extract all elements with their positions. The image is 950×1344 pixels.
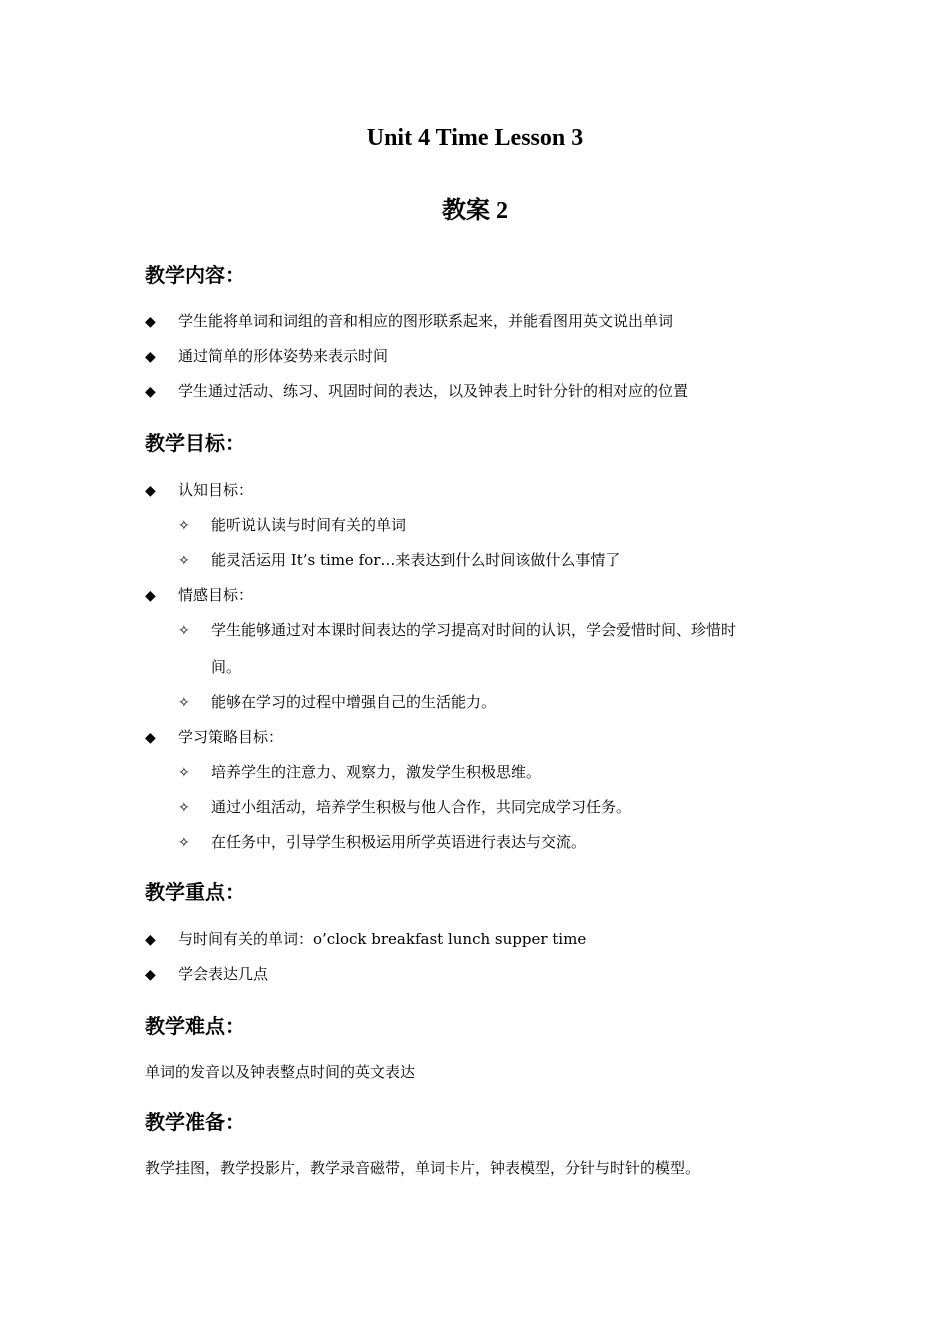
document-title: Unit 4 Time Lesson 3 — [366, 125, 584, 151]
diamond-bullet-icon: ◆ — [145, 932, 156, 948]
diamond-bullet-icon: ◆ — [145, 588, 156, 604]
star-bullet-icon: ✧ — [178, 553, 190, 569]
section-heading-key-points: 教学重点： — [145, 880, 245, 904]
diamond-bullet-icon: ◆ — [145, 349, 156, 365]
diamond-bullet-icon: ◆ — [145, 730, 156, 746]
list-item: ◆ 情感目标： — [145, 586, 254, 604]
list-item: ◆ 学习策略目标： — [145, 728, 284, 746]
section-heading-content: 教学内容： — [145, 263, 245, 287]
difficulties-text: 单词的发音以及钟表整点时间的英文表达 — [145, 1063, 416, 1081]
section-heading-difficulties: 教学难点： — [145, 1014, 245, 1038]
sub-list-item-continuation: 间。 — [211, 658, 242, 676]
sub-list-item: ✧ 在任务中，引导学生积极运用所学英语进行表达与交流。 — [178, 833, 587, 851]
list-item: ◆ 与时间有关的单词：o’clock breakfast lunch supper time — [145, 930, 587, 948]
document-subtitle: 教案 2 — [442, 198, 508, 224]
sub-list-item: ✧ 培养学生的注意力、观察力，激发学生积极思维。 — [178, 763, 542, 781]
list-item: ◆ 通过简单的形体姿势来表示时间 — [145, 347, 389, 365]
list-item: ◆ 学会表达几点 — [145, 965, 269, 983]
list-item: ◆ 认知目标： — [145, 481, 254, 499]
star-bullet-icon: ✧ — [178, 800, 190, 816]
sub-list-item: ✧ 能灵活运用 It’s time for…来表达到什么时间该做什么事情了 — [178, 551, 621, 569]
section-heading-preparation: 教学准备： — [145, 1110, 245, 1134]
section-heading-goals: 教学目标： — [145, 431, 245, 455]
diamond-bullet-icon: ◆ — [145, 967, 156, 983]
list-item: ◆ 学生能将单词和词组的音和相应的图形联系起来，并能看图用英文说出单词 — [145, 312, 674, 330]
sub-list-item: ✧ 能够在学习的过程中增强自己的生活能力。 — [178, 693, 497, 711]
star-bullet-icon: ✧ — [178, 765, 190, 781]
star-bullet-icon: ✧ — [178, 695, 190, 711]
diamond-bullet-icon: ◆ — [145, 384, 156, 400]
diamond-bullet-icon: ◆ — [145, 314, 156, 330]
diamond-bullet-icon: ◆ — [145, 483, 156, 499]
list-item: ◆ 学生通过活动、练习、巩固时间的表达，以及钟表上时针分针的相对应的位置 — [145, 382, 689, 400]
star-bullet-icon: ✧ — [178, 518, 190, 534]
sub-list-item: ✧ 能听说认读与时间有关的单词 — [178, 516, 407, 534]
star-bullet-icon: ✧ — [178, 835, 190, 851]
star-bullet-icon: ✧ — [178, 623, 190, 639]
sub-list-item: ✧ 通过小组活动，培养学生积极与他人合作，共同完成学习任务。 — [178, 798, 632, 816]
sub-list-item: ✧ 学生能够通过对本课时间表达的学习提高对时间的认识，学会爱惜时间、珍惜时 — [178, 621, 737, 639]
preparation-text: 教学挂图，教学投影片，教学录音磁带，单词卡片，钟表模型，分针与时针的模型。 — [145, 1159, 701, 1177]
